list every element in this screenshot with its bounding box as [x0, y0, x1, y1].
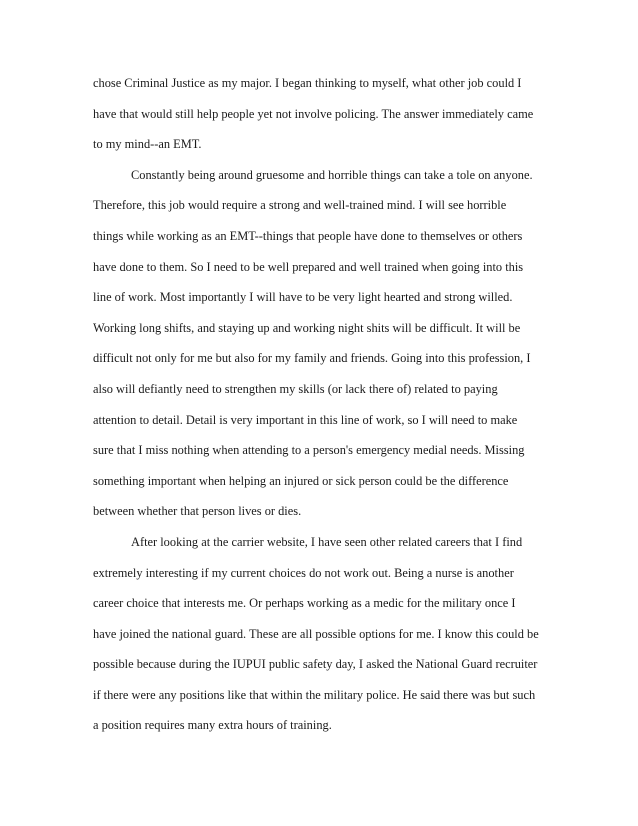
- text-line: chose Criminal Justice as my major. I began thinking to myself, what other job could I: [93, 76, 522, 90]
- paragraph-start-line: Constantly being around gruesome and horrible things can take a tole on anyone.: [131, 167, 533, 182]
- text-line: to my mind--an EMT.: [93, 137, 202, 152]
- paragraph-start-line: After looking at the carrier website, I have seen other related careers that I find: [131, 534, 523, 549]
- text-line: Therefore, this job would require a strong and well-trained mind. I will see horrible: [93, 198, 507, 213]
- text-line: Working long shifts, and staying up and working night shits will be difficult. It will be: [93, 320, 521, 335]
- text-line: sure that I miss nothing when attending to a person's emergency medial needs. Missing: [93, 443, 525, 458]
- text-line: if there were any positions like that within the military police. He said there was but such: [93, 687, 536, 702]
- essay-body: [93, 68, 553, 741]
- text-line: a position requires many extra hours of training.: [93, 718, 332, 733]
- text-line: extremely interesting if my current choices do not work out. Being a nurse is another: [93, 565, 514, 580]
- text-line: difficult not only for me but also for my family and friends. Going into this profession, I: [93, 351, 531, 366]
- text-line: possible because during the IUPUI public safety day, I asked the National Guard recruiter: [93, 657, 538, 672]
- text-line: have that would still help people yet not involve policing. The answer immediately came: [93, 106, 534, 121]
- text-line: have joined the national guard. These are all possible options for me. I know this could be: [93, 626, 539, 641]
- text-line: attention to detail. Detail is very important in this line of work, so I will need to make: [93, 412, 518, 427]
- text-line: have done to them. So I need to be well prepared and well trained when going into this: [93, 259, 524, 274]
- text-line: something important when helping an injured or sick person could be the difference: [93, 473, 509, 488]
- text-line: between whether that person lives or dies.: [93, 504, 302, 519]
- text-line: career choice that interests me. Or perhaps working as a medic for the military once I: [93, 596, 516, 611]
- text-line: things while working as an EMT--things that people have done to themselves or others: [93, 228, 523, 243]
- text-line: also will defiantly need to strengthen my skills (or lack there of) related to paying: [93, 381, 498, 396]
- text-line: line of work. Most importantly I will have to be very light hearted and strong willed.: [93, 290, 513, 305]
